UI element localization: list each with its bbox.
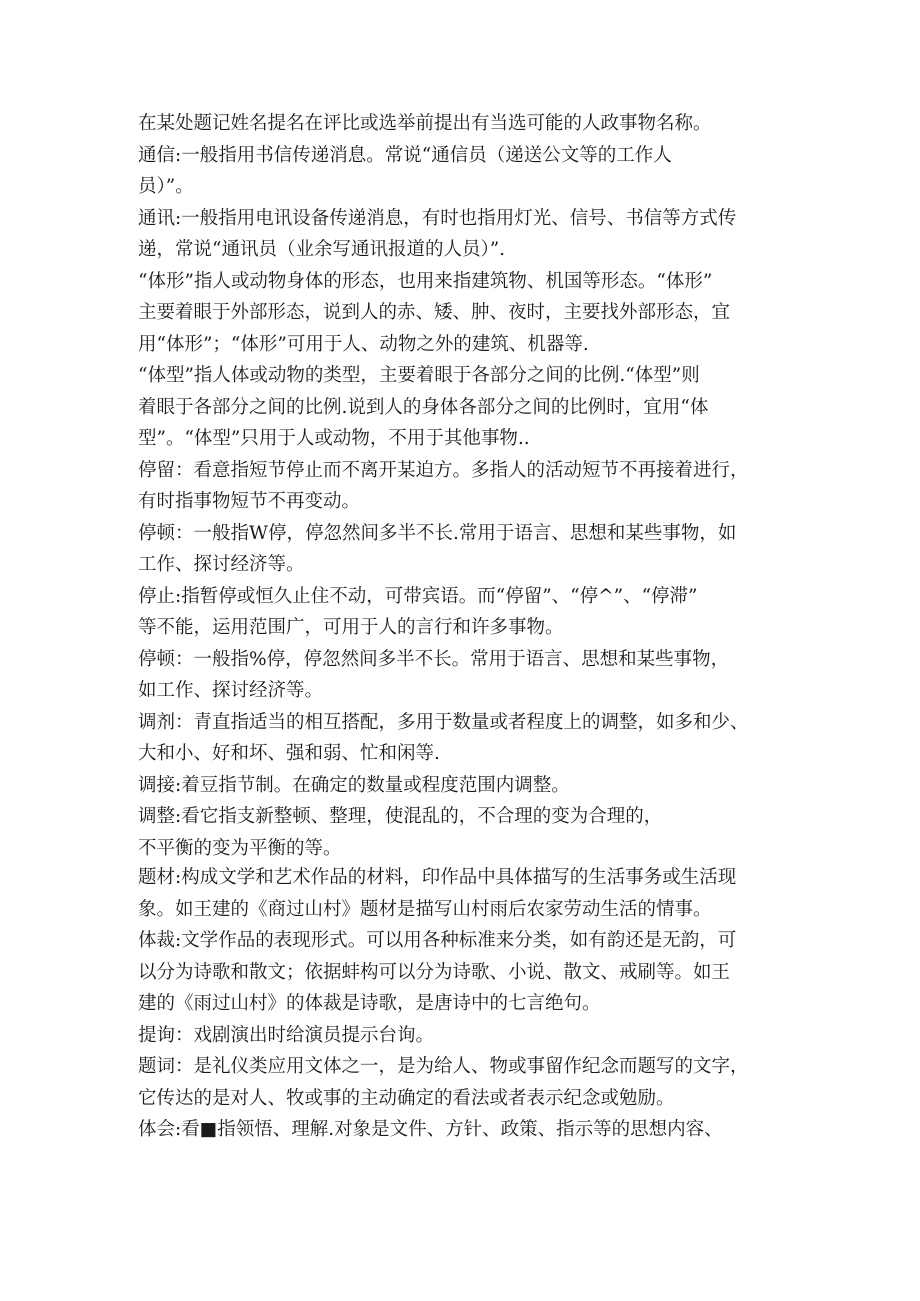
text-line: “体型”指人体或动物的类型，主要着眼于各部分之间的比例.“体型”则 [138, 365, 700, 386]
text-line: 题词：是礼仪类应用文体之一，是为给人、物或事留作纪念而题写的文字， [138, 1056, 749, 1077]
text-line: 提询：戏剧演出时给演员提示台询。 [138, 1024, 435, 1046]
text-line: 体裁:文学作品的表现形式。可以用各种标准来分类，如有韵还是无韵，可 [138, 930, 737, 951]
text-line: 调整:看它指支新整顿、整理，使混乱的，不合理的变为合理的， [138, 806, 663, 827]
text-line: 停留：看意指短节停止而不离开某迫方。多指人的活动短节不再接着进行， [138, 459, 749, 481]
text-line: 建的《雨过山村》的体裁是诗歌，是唐诗中的七言绝句。 [138, 993, 601, 1014]
text-line: 以分为诗歌和散文；依据蚌构可以分为诗歌、小说、散文、戒刷等。如王 [138, 961, 731, 983]
text-line: 它传达的是对人、牧或事的主动确定的看法或者表示纪念或勉励。 [138, 1087, 675, 1109]
text-line: 员）”。 [138, 176, 194, 197]
text-line: 主要着眼于外部形态，说到人的赤、矮、肿、夜时，主要找外部形态，宜 [138, 302, 731, 323]
text-line: 如工作、探讨经济等。 [138, 680, 324, 701]
text-line: 题材:构成文学和艺术作品的材料，印作品中具体描写的生活事务或生活现 [138, 867, 737, 888]
text-line: 调接:着豆指节制。在确定的数量或程度范围内调整。 [138, 774, 570, 796]
text-line: 通讯:一般指用电讯设备传递消息，有时也指用灯光、信号、书信等方式传 [138, 207, 737, 229]
text-line: 停顿：一般指W停，停忽然间多半不长.常用于语言、思想和某些事物，如 [138, 522, 737, 544]
text-line: 调剂：青直指适当的相互搭配，多用于数量或者程度上的调整，如多和少、 [138, 711, 749, 733]
text-line: 象。如王建的《商过山村》题材是描写山村雨后农家劳动生活的情事。 [138, 898, 712, 920]
text-line: 等不能，运用范围广，可用于人的言行和许多事物。 [138, 617, 564, 638]
text-line: 不平衡的变为平衡的等。 [138, 837, 342, 859]
text-line: 在某处题记姓名提名在评比或选举前提出有当选可能的人政事物名称。 [138, 113, 712, 134]
text-line: 工作、探讨经济等。 [138, 554, 305, 575]
text-line: 用“体形”；“体形”可用于人、动物之外的建筑、机器等. [138, 333, 589, 355]
text-section-2 [138, 862, 798, 1146]
text-line: 有时指事物短节不再变动。 [138, 491, 361, 512]
text-line: “体形”指人或动物身体的形态，也用来指建筑物、机国等形态。“体形” [138, 270, 713, 292]
text-section-1 [138, 108, 798, 864]
text-line: 大和小、好和坏、强和弱、忙和闲等. [138, 743, 440, 764]
text-line: 型”。“体型”只用于人或动物，不用于其他事物.. [138, 428, 530, 449]
text-line: 停顿：一般指%停，停忽然间多半不长。常用于语言、思想和某些事物， [138, 648, 730, 670]
text-line: 通信:一般指用书信传递消息。常说“通信员（递送公文等的工作人 [138, 144, 672, 166]
text-line: 递，常说“通讯员（业余写通讯报道的人员）”. [138, 239, 506, 260]
text-line: 着眼于各部分之间的比例.说到人的身体各部分之间的比例时，宜用“体 [138, 396, 709, 418]
text-line: 体会:看■指领悟、理解.对象是文件、方针、政策、指示等的思想内容、 [138, 1119, 723, 1140]
text-line: 停止:指暂停或恒久止住不动，可带宾语。而“停留”、“停^”、“停滞” [138, 585, 698, 607]
